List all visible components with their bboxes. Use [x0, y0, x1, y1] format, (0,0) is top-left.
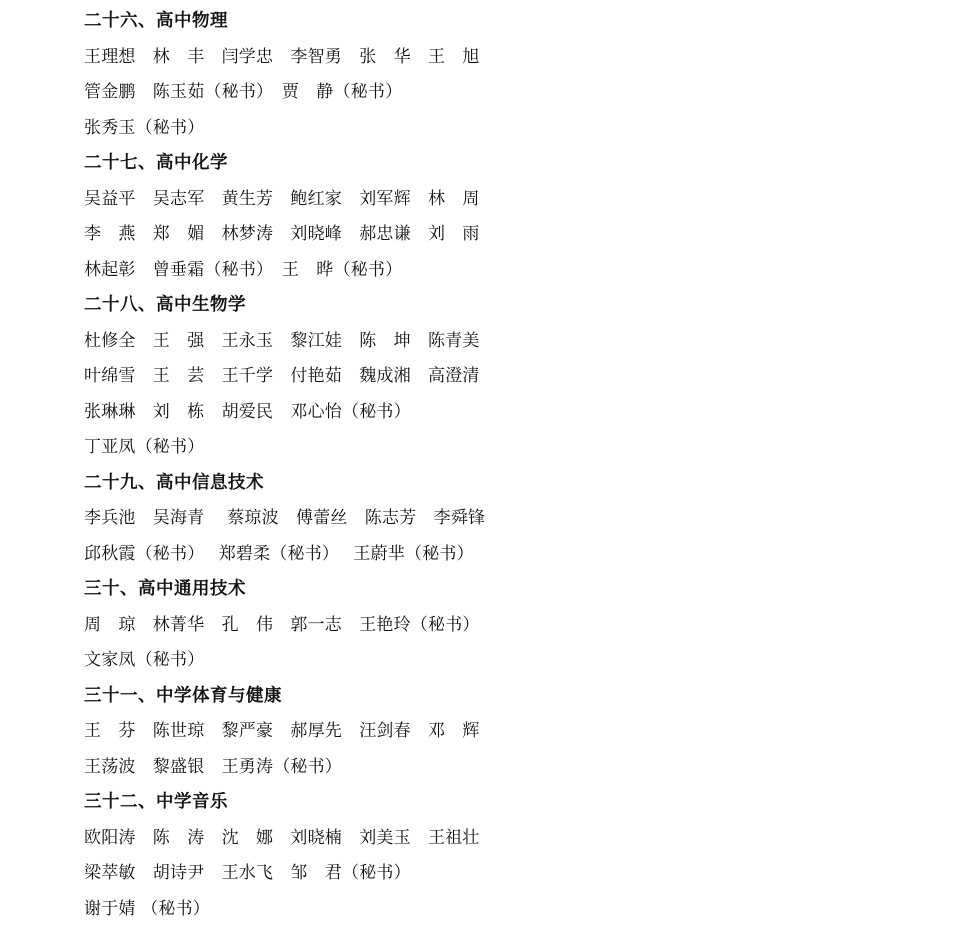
section-heading-music: 三十二、中学音乐 [84, 785, 944, 821]
member-row: 李 燕 郑 媚 林梦涛 刘晓峰 郝忠谦 刘 雨 [84, 217, 944, 253]
member-row: 张琳琳 刘 栋 胡爱民 邓心怡（秘书） [84, 395, 944, 431]
member-row: 周 琼 林菁华 孔 伟 郭一志 王艳玲（秘书） [84, 608, 944, 644]
member-row: 张秀玉（秘书） [84, 111, 944, 147]
member-row: 谢于婧 （秘书） [84, 892, 944, 927]
section-heading-chemistry: 二十七、高中化学 [84, 146, 944, 182]
member-row: 文家凤（秘书） [84, 643, 944, 679]
member-row: 叶绵雪 王 芸 王千学 付艳茹 魏成湘 高澄清 [84, 359, 944, 395]
member-row: 王荡波 黎盛银 王勇涛（秘书） [84, 750, 944, 786]
member-row: 李兵池 吴海青 蔡琼波 傅蕾丝 陈志芳 李舜锋 [84, 501, 944, 537]
member-row: 王 芬 陈世琼 黎严豪 郝厚先 汪剑春 邓 辉 [84, 714, 944, 750]
member-row: 丁亚凤（秘书） [84, 430, 944, 466]
member-row: 欧阳涛 陈 涛 沈 娜 刘晓楠 刘美玉 王祖壮 [84, 821, 944, 857]
member-row: 王理想 林 丰 闫学忠 李智勇 张 华 王 旭 [84, 40, 944, 76]
section-heading-physics: 二十六、高中物理 [84, 4, 944, 40]
section-heading-physical-education: 三十一、中学体育与健康 [84, 679, 944, 715]
member-row: 林起彰 曾垂霜（秘书） 王 晔（秘书） [84, 253, 944, 289]
section-heading-information-technology: 二十九、高中信息技术 [84, 466, 944, 502]
member-list-document [84, 4, 944, 927]
member-row: 梁萃敏 胡诗尹 王水飞 邹 君（秘书） [84, 856, 944, 892]
member-row: 杜修全 王 强 王永玉 黎江娃 陈 坤 陈青美 [84, 324, 944, 360]
member-row: 吴益平 吴志军 黄生芳 鲍红家 刘军辉 林 周 [84, 182, 944, 218]
section-heading-general-technology: 三十、高中通用技术 [84, 572, 944, 608]
member-row: 管金鹏 陈玉茹（秘书） 贾 静（秘书） [84, 75, 944, 111]
member-row: 邱秋霞（秘书） 郑碧柔（秘书） 王蔚芈（秘书） [84, 537, 944, 573]
section-heading-biology: 二十八、高中生物学 [84, 288, 944, 324]
